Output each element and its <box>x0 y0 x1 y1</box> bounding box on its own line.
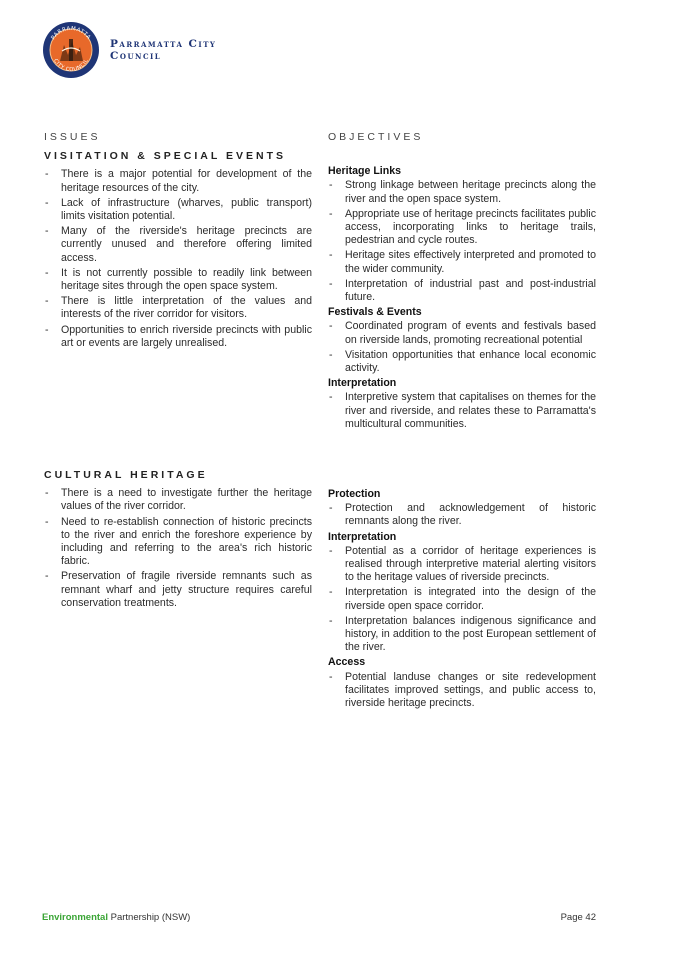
cultural-heritage-title: CULTURAL HERITAGE <box>44 469 208 481</box>
page-number: Page 42 <box>560 912 596 923</box>
festivals-events-title: Festivals & Events <box>328 306 422 319</box>
council-name: Parramatta City Council <box>110 38 217 62</box>
festivals-events-list <box>328 320 596 375</box>
list-item: - Interpretive system that capitalises on themes for the river and riverside, and relates these to Parramatta's multicultural communities. <box>328 391 596 431</box>
list-item: - Heritage sites effectively interpreted and promoted to the wider community. <box>328 249 596 275</box>
issues-column <box>44 131 312 352</box>
footer-brand <box>42 912 190 923</box>
seal-text-top: PARRAMATTA <box>50 25 92 42</box>
heritage-objectives-column <box>328 486 596 712</box>
list-item: - Interpretation is integrated into the design of the riverside open space corridor. <box>328 586 596 612</box>
list-item: - There is a need to investigate further the heritage values of the river corridor. <box>44 487 312 513</box>
objectives-column <box>328 131 596 433</box>
list-item: - Strong linkage between heritage precincts along the river and the open space system. <box>328 179 596 205</box>
list-item: - Need to re-establish connection of historic precincts to the river and enrich the foreshore experience by including and referring to the area's rich historic fabric. <box>44 516 312 569</box>
visitation-events-title: VISITATION & SPECIAL EVENTS <box>44 150 287 163</box>
list-item: - There is little interpretation of the values and interests of the river corridor for visitors. <box>44 295 312 321</box>
list-item: - Visitation opportunities that enhance local economic activity. <box>328 349 596 375</box>
visitation-issues-list <box>44 168 312 350</box>
footer-brand-rest: Partnership (NSW) <box>108 912 191 923</box>
page-footer <box>42 912 596 923</box>
heritage-links-list <box>328 179 596 304</box>
access-list <box>328 671 596 711</box>
council-seal-icon <box>42 21 100 79</box>
list-item: - Interpretation balances indigenous significance and history, in addition to the post European settlement of the river. <box>328 615 596 655</box>
list-item: - Potential landuse changes or site redevelopment facilitates improved settings, and public access to, riverside heritage precincts. <box>328 671 596 711</box>
list-item: - Many of the riverside's heritage precincts are currently unused and therefore offering limited access. <box>44 225 312 265</box>
heritage-interpretation-list <box>328 545 596 655</box>
list-item: - There is a major potential for development of the heritage resources of the city. <box>44 168 312 194</box>
issues-heading: ISSUES <box>44 131 101 143</box>
objectives-heading: OBJECTIVES <box>328 131 424 143</box>
heritage-interpretation-title: Interpretation <box>328 530 397 543</box>
list-item: - It is not currently possible to readily link between heritage sites through the open space system. <box>44 267 312 293</box>
list-item: - Protection and acknowledgement of historic remnants along the river. <box>328 502 596 528</box>
access-title: Access <box>328 656 366 669</box>
footer-brand-green: Environmental <box>42 912 108 923</box>
list-item: - Opportunities to enrich riverside precincts with public art or events are largely unrealised. <box>44 324 312 350</box>
list-item: - Preservation of fragile riverside remnants such as remnant wharf and jetty structure requires careful conservation treatments. <box>44 570 312 610</box>
cultural-heritage-issues-list <box>44 487 312 610</box>
heritage-links-title: Heritage Links <box>328 165 402 178</box>
seal-text-bottom: CITY COUNCIL <box>52 58 90 74</box>
list-item: - Potential as a corridor of heritage experiences is realised through interpretive material alerting visitors to the heritage values of riverside precincts. <box>328 545 596 585</box>
list-item: - Lack of infrastructure (wharves, public transport) limits visitation potential. <box>44 197 312 223</box>
list-item: - Appropriate use of heritage precincts facilitates public access, incorporating links to heritage trails, pedestrian and cycle routes. <box>328 208 596 248</box>
list-item: - Interpretation of industrial past and post-industrial future. <box>328 278 596 304</box>
cultural-heritage-column <box>44 469 312 612</box>
list-item: - Coordinated program of events and festivals based on riverside lands, promoting recreational potential <box>328 320 596 346</box>
council-logo <box>42 20 262 80</box>
protection-list <box>328 502 596 528</box>
interpretation-list <box>328 391 596 431</box>
interpretation-title: Interpretation <box>328 377 397 390</box>
protection-title: Protection <box>328 488 381 500</box>
